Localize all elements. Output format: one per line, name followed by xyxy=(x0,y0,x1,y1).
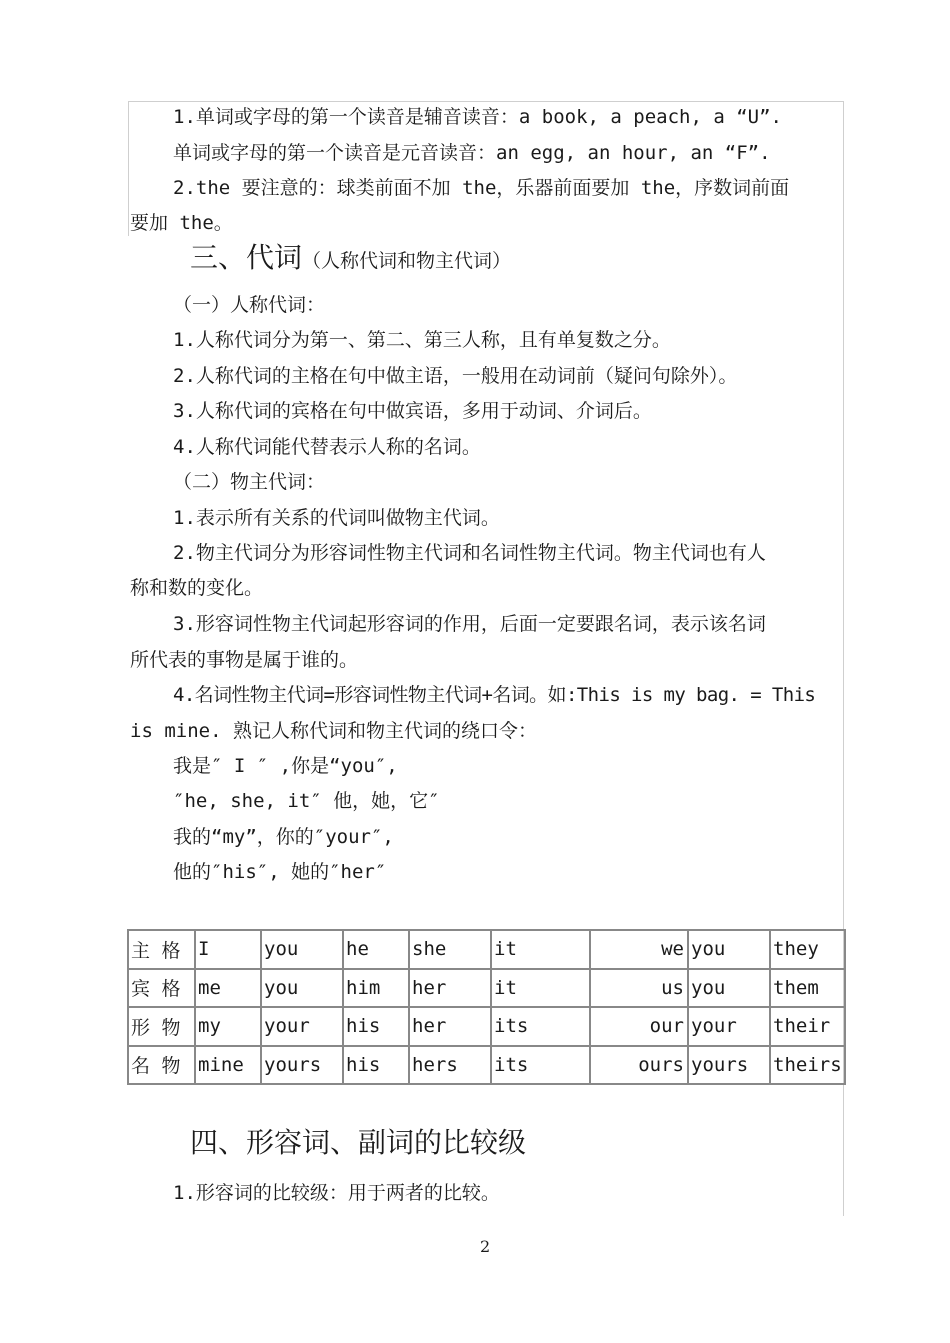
section-heading-comparatives: 四、形容词、副词的比较级 xyxy=(190,1126,527,1159)
paragraph: 2.人称代词的主格在句中做主语，一般用在动词前（疑问句除外）。 xyxy=(173,365,738,387)
table-cell: its xyxy=(491,1007,590,1046)
table-cell: me xyxy=(195,969,261,1008)
table-cell: 名 物 xyxy=(128,1046,195,1085)
table-cell: my xyxy=(195,1007,261,1046)
rhyme-line: 我是″ I ″ ,你是“you″, xyxy=(173,755,398,777)
section-heading-pronouns xyxy=(190,241,511,278)
paragraph: 2.物主代词分为形容词性物主代词和名词性物主代词。物主代词也有人 xyxy=(173,542,766,564)
table-cell: us xyxy=(590,969,688,1008)
article-line-1: 1.单词或字母的第一个读音是辅音读音：a book, a peach, a “U”. xyxy=(173,106,782,128)
article-line-2: 单词或字母的第一个读音是元音读音：an egg, an hour, an “F”. xyxy=(173,142,771,164)
paragraph: 3.形容词性物主代词起形容词的作用，后面一定要跟名词，表示该名词 xyxy=(173,613,766,635)
table-cell: it xyxy=(491,969,590,1008)
table-cell: theirs xyxy=(770,1046,845,1085)
table-cell: her xyxy=(409,1007,491,1046)
table-cell: yours xyxy=(261,1046,343,1085)
table-cell: mine xyxy=(195,1046,261,1085)
frame-left-border xyxy=(128,101,129,236)
section-heading-note: （人称代词和物主代词） xyxy=(302,250,512,272)
table-cell: she xyxy=(409,930,491,969)
table-row xyxy=(128,930,845,969)
section-heading-text: 三、代词 xyxy=(190,241,303,274)
table-cell: 主 格 xyxy=(128,930,195,969)
table-cell: him xyxy=(343,969,409,1008)
table-cell: ours xyxy=(590,1046,688,1085)
table-cell: you xyxy=(261,930,343,969)
subheading-personal: （一）人称代词： xyxy=(173,294,326,316)
table-cell: their xyxy=(770,1007,845,1046)
paragraph: 1.表示所有关系的代词叫做物主代词。 xyxy=(173,507,500,529)
table-cell: hers xyxy=(409,1046,491,1085)
table-cell: you xyxy=(261,969,343,1008)
pronoun-table xyxy=(127,929,846,1085)
paragraph: 称和数的变化。 xyxy=(130,577,264,599)
table-row xyxy=(128,1007,845,1046)
table-cell: we xyxy=(590,930,688,969)
table-cell: his xyxy=(343,1007,409,1046)
table-cell: yours xyxy=(688,1046,770,1085)
table-cell: your xyxy=(261,1007,343,1046)
paragraph: 1.人称代词分为第一、第二、第三人称，且有单复数之分。 xyxy=(173,329,671,351)
article-line-3: 2.the 要注意的：球类前面不加 the，乐器前面要加 the，序数词前面 xyxy=(173,177,790,199)
table-cell: its xyxy=(491,1046,590,1085)
table-row xyxy=(128,969,845,1008)
table-cell: they xyxy=(770,930,845,969)
frame-top-border xyxy=(128,101,844,102)
table-cell: it xyxy=(491,930,590,969)
paragraph: is mine. 熟记人称代词和物主代词的绕口令： xyxy=(130,720,537,742)
table-row xyxy=(128,1046,845,1085)
rhyme-line: 我的“my”，你的″your″, xyxy=(173,826,394,848)
table-cell: our xyxy=(590,1007,688,1046)
paragraph: 4.人称代词能代替表示人称的名词。 xyxy=(173,436,481,458)
table-cell: you xyxy=(688,930,770,969)
paragraph: 4.名词性物主代词=形容词性物主代词+名词。如:This is my bag. = This xyxy=(173,684,816,706)
table-cell: I xyxy=(195,930,261,969)
table-cell: her xyxy=(409,969,491,1008)
page-number: 2 xyxy=(480,1237,491,1256)
table-cell: your xyxy=(688,1007,770,1046)
paragraph: 所代表的事物是属于谁的。 xyxy=(130,649,359,671)
paragraph: 3.人称代词的宾格在句中做宾语，多用于动词、介词后。 xyxy=(173,400,652,422)
rhyme-line: 他的″his″, 她的″her″ xyxy=(173,861,387,883)
paragraph: 1.形容词的比较级：用于两者的比较。 xyxy=(173,1182,500,1204)
subheading-possessive: （二）物主代词： xyxy=(173,471,326,493)
table-cell: his xyxy=(343,1046,409,1085)
article-line-4: 要加 the。 xyxy=(130,212,233,234)
table-cell: 形 物 xyxy=(128,1007,195,1046)
rhyme-line: ″he, she, it″ 他，她，它″ xyxy=(173,790,440,812)
table-cell: you xyxy=(688,969,770,1008)
table-cell: he xyxy=(343,930,409,969)
table-cell: 宾 格 xyxy=(128,969,195,1008)
table-cell: them xyxy=(770,969,845,1008)
